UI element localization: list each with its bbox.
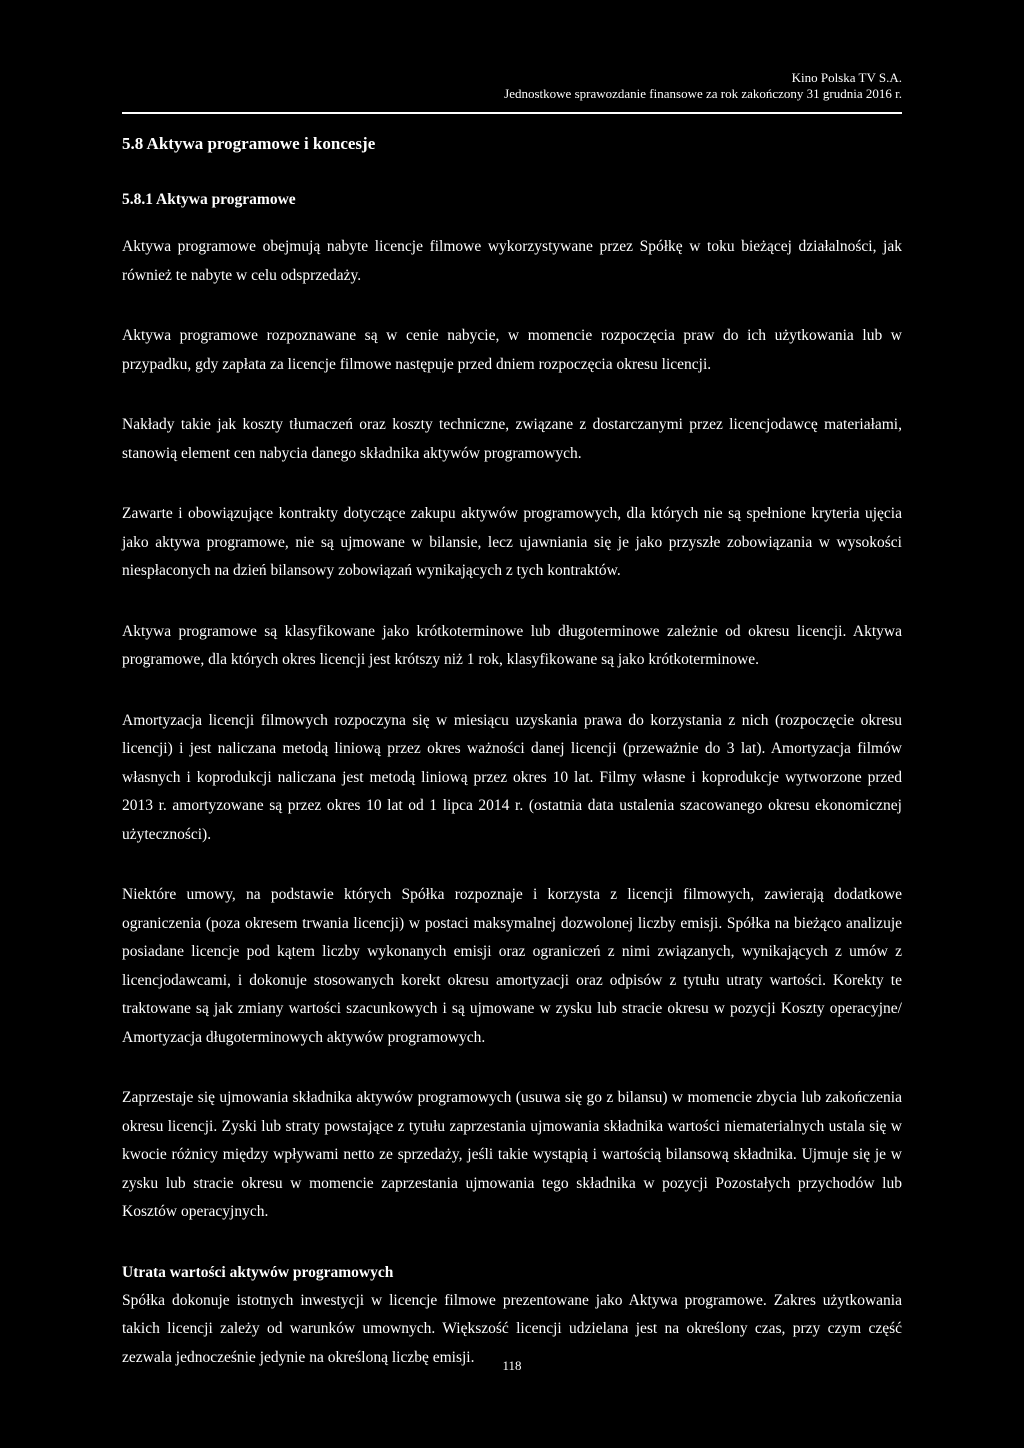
header-company: Kino Polska TV S.A. [791,70,902,85]
paragraph: Aktywa programowe obejmują nabyte licencje filmowe wykorzystywane przez Spółkę w toku bieżącej działalności, jak również te nabyte w celu odsprzedaży. [122,238,902,284]
paragraph: Aktywa programowe rozpoznawane są w cenie nabycie, w momencie rozpoczęcia praw do ich użytkowania lub w przypadku, gdy zapłata za licencje filmowe następuje przed dniem rozpoczęcia okresu licencji. [122,327,902,373]
subsection-title: 5.8.1 Aktywa programowe [122,191,296,208]
paragraph: Amortyzacja licencji filmowych rozpoczyna się w miesiącu uzyskania prawa do korzystania z nich (rozpoczęcie okresu licencji) i jest naliczana metodą liniową przez okres ważności danej licencji (przeważnie do 3 lat). Amortyzacja filmów własnych i koprodukcji naliczana jest metodą liniową przez okres 10 lat. Filmy własne i koprodukcje wytworzone przed 2013 r. amortyzowane są przez okres 10 lat od 1 lipca 2014 r. (ostatnia data ustalenia szacowanego okresu ekonomicznej użyteczności). [122,711,902,843]
document-body [122,130,902,1372]
paragraph: Aktywa programowe są klasyfikowane jako krótkoterminowe lub długoterminowe zależnie od okresu licencji. Aktywa programowe, dla których okres licencji jest krótszy niż 1 rok, klasyfikowane są jako krótkoterminowe. [122,622,902,668]
page-number: 118 [502,1358,522,1373]
impairment-heading: Utrata wartości aktywów programowych [122,1263,394,1281]
paragraph: Zaprzestaje się ujmowania składnika aktywów programowych (usuwa się go z bilansu) w momencie zbycia lub zakończenia okresu licencji. Zyski lub straty powstające z tytułu zaprzestania ujmowania składnika wartości niematerialnych ustala się w kwocie różnicy między wpływami netto ze sprzedaży, jeśli takie wystąpią i wartością bilansową składnika. Ujmuje się je w zysku lub stracie okresu w momencie zaprzestania ujmowania tego składnika w pozycji Pozostałych przychodów lub Kosztów operacyjnych. [122,1089,902,1220]
paragraph: Nakłady takie jak koszty tłumaczeń oraz koszty techniczne, związane z dostarczanymi przez licencjodawcę materiałami, stanowią element cen nabycia danego składnika aktywów programowych. [122,416,902,462]
header-divider [122,112,902,114]
paragraph: Spółka dokonuje istotnych inwestycji w licencje filmowe prezentowane jako Aktywa programowe. Zakres użytkowania takich licencji zależy od warunków umownych. Większość licencji udzielana jest na określony czas, przy czym część zezwala jednocześnie jedynie na określoną liczbę emisji. [122,1291,902,1366]
header-report-title: Jednostkowe sprawozdanie finansowe za rok zakończony 31 grudnia 2016 r. [504,86,902,101]
paragraph: Zawarte i obowiązujące kontrakty dotyczące zakupu aktywów programowych, dla których nie są spełnione kryteria ujęcia jako aktywa programowe, nie są ujmowane w bilansie, lecz ujawniania się je jako przyszłe zobowiązania w wysokości niespłaconych na dzień bilansowy zobowiązań wynikających z tych kontraktów. [122,505,902,579]
section-title: 5.8 Aktywa programowe i koncesje [122,134,376,153]
page-header [302,70,902,102]
paragraph: Niektóre umowy, na podstawie których Spółka rozpoznaje i korzysta z licencji filmowych, zawierają dodatkowe ograniczenia (poza okresem trwania licencji) w postaci maksymalnej dozwolonej liczby emisji. Spółka na bieżąco analizuje posiadane licencje pod kątem liczby wykonanych emisji oraz ograniczeń z nimi związanych, wynikających z umów z licencjodawcami, i dokonuje stosowanych korekt okresu amortyzacji oraz odpisów z tytułu utraty wartości. Korekty te traktowane są jak zmiany wartości szacunkowych i są ujmowane w zysku lub stracie okresu w pozycji Koszty operacyjne/ Amortyzacja długoterminowych aktywów programowych. [122,886,902,1046]
